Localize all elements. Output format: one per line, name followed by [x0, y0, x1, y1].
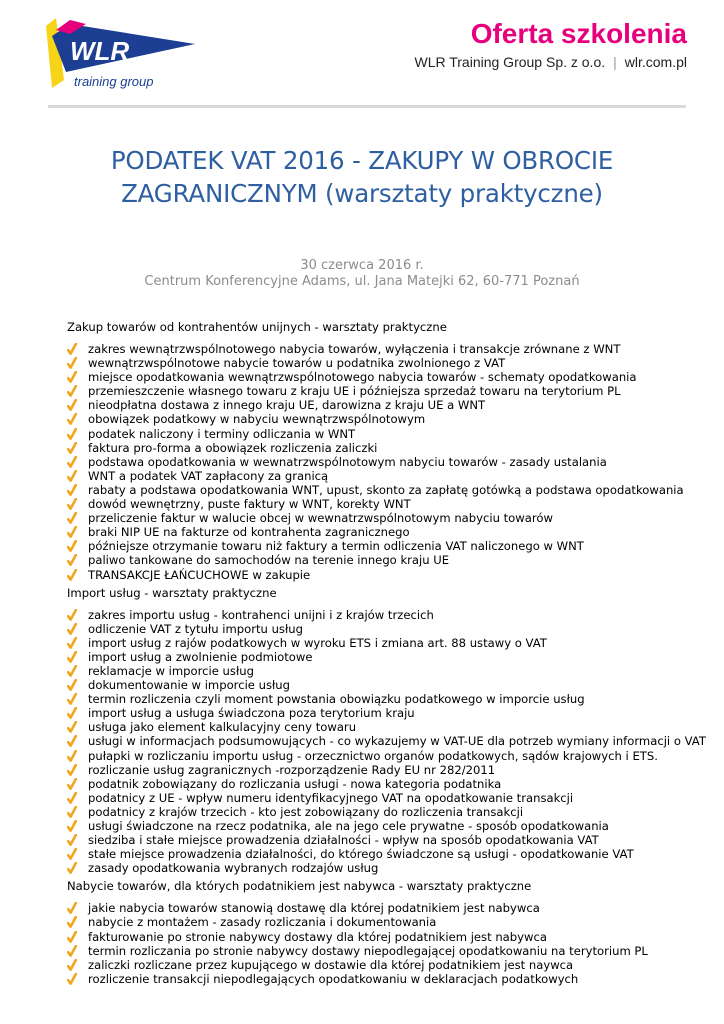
list-item-text: pułapki w rozliczaniu importu usług - orzecznictwo organów podatkowych, sądów krajowych i ETS. [88, 748, 658, 763]
list-item-text: zakres wewnątrzwspólnotowego nabycia towarów, wyłączenia i transakcje zrównane z WNT [88, 342, 621, 356]
list-item [67, 427, 697, 441]
list-item [67, 469, 697, 483]
list-item-text: obowiązek podatkowy w nabyciu wewnątrzwspólnotowym [88, 412, 426, 427]
list-item [67, 412, 697, 426]
list-item-text: braki NIP UE na fakturze od kontrahenta zagranicznego [88, 525, 410, 540]
checkmark-icon [67, 554, 77, 566]
list-item-text: usługa jako element kalkulacyjny ceny towaru [88, 720, 357, 735]
header-separator: | [613, 54, 617, 70]
list-item-text: WNT a podatek VAT zapłacony za granicą [88, 468, 329, 483]
list-item-text: przemieszczenie własnego towaru z kraju UE i późniejsza sprzedaż towaru na terytorium PL [88, 384, 621, 399]
list-item-text: późniejsze otrzymanie towaru niż faktury a termin odliczenia VAT naliczonego w WNT [88, 539, 584, 554]
checkmark-icon [67, 707, 77, 719]
list-item [67, 901, 697, 915]
checkmark-icon [67, 902, 77, 914]
checkmark-icon [67, 945, 77, 957]
list-item [67, 622, 697, 636]
checkmark-icon [67, 750, 77, 762]
checkmark-icon [67, 637, 77, 649]
checkmark-icon [67, 540, 77, 552]
training-title-line-1: PODATEK VAT 2016 - ZAKUPY W OBROCIE [110, 146, 614, 175]
list-item [67, 692, 697, 706]
list-item-text: zaliczki rozliczane przez kupującego w dostawie dla której podatnikiem jest naywca [88, 957, 574, 972]
list-item [67, 398, 697, 412]
list-item [67, 342, 697, 356]
list-item [67, 483, 697, 497]
list-item-text: termin rozliczania po stronie nabywcy dostawy niepodlegającej opodatkowaniu na terytorium PL [88, 943, 648, 958]
list-item [67, 833, 697, 847]
checkmark-icon [67, 973, 77, 985]
list-item [67, 525, 697, 539]
list-item-text: jakie nabycia towarów stanowią dostawę dla której podatnikiem jest nabywca [88, 901, 540, 916]
list-item [67, 958, 697, 972]
checkmark-icon [67, 428, 77, 440]
company-line [414, 54, 687, 70]
checkmark-icon [67, 498, 77, 510]
list-item-text: odliczenie VAT z tytułu importu usług [88, 621, 303, 636]
list-item [67, 777, 697, 791]
list-item [67, 763, 697, 777]
list-item [67, 568, 697, 582]
company-name: WLR Training Group Sp. z o.o. [414, 54, 606, 70]
list-item-text: zakres importu usług - kontrahenci unijni i z krajów trzecich [88, 607, 434, 622]
header-divider [48, 105, 686, 108]
checkmark-icon [67, 484, 77, 496]
list-item-text: podatnik zobowiązany do rozliczania usługi - nowa kategoria podatnika [88, 776, 502, 791]
checkmark-icon [67, 609, 77, 621]
list-item [67, 441, 697, 455]
list-item [67, 356, 697, 370]
list-item-text: wewnątrzwspólnotowe nabycie towarów u podatnika zwolnionego z VAT [88, 356, 506, 371]
topic-list [67, 607, 706, 876]
list-item-text: stałe miejsce prowadzenia działalności, do którego świadczone są usługi - opodatkowanie VAT [88, 847, 634, 862]
list-item [67, 553, 697, 567]
list-item-text: nieodpłatna dostawa z innego kraju UE, darowizna z kraju UE a WNT [88, 398, 486, 413]
training-title [0, 144, 724, 210]
list-item-text: dokumentowanie w imporcie usług [88, 678, 290, 693]
topic-list [67, 901, 697, 986]
list-item [67, 650, 697, 664]
list-item [67, 805, 697, 819]
list-item [67, 847, 697, 861]
section-heading: Nabycie towarów, dla których podatnikiem jest nabywca - warsztaty praktyczne [67, 879, 532, 894]
list-item [67, 636, 697, 650]
checkmark-icon [67, 792, 77, 804]
checkmark-icon [67, 721, 77, 733]
list-item-text: miejsce opodatkowania wewnątrzwspólnotowego nabycia towarów - schematy opodatkowania [88, 370, 637, 385]
list-item [67, 511, 697, 525]
checkmark-icon [67, 834, 77, 846]
topic-list [67, 342, 697, 582]
checkmark-icon [67, 848, 77, 860]
list-item-text: faktura pro-forma a obowiązek rozliczenia zaliczki [88, 440, 378, 455]
checkmark-icon [67, 931, 77, 943]
list-item-text: podstawa opodatkowania w wewnatrzwspólnotowym nabyciu towarów - zasady ustalania [88, 454, 607, 469]
list-item [67, 720, 697, 734]
checkmark-icon [67, 679, 77, 691]
checkmark-icon [67, 778, 77, 790]
checkmark-icon [67, 399, 77, 411]
list-item [67, 678, 697, 692]
checkmark-icon [67, 862, 77, 874]
checkmark-icon [67, 916, 77, 928]
program-content [67, 320, 706, 986]
list-item [67, 608, 697, 622]
list-item-text: przeliczenie faktur w walucie obcej w wewnatrzwspólnotowym nabyciu towarów [88, 511, 553, 526]
list-item [67, 930, 697, 944]
checkmark-icon [67, 959, 77, 971]
checkmark-icon [67, 526, 77, 538]
list-item-text: siedziba i stałe miejsce prowadzenia działalności - wpływ na sposób opodatkowania VAT [88, 833, 599, 848]
checkmark-icon [67, 470, 77, 482]
list-item-text: paliwo tankowane do samochodów na terenie innego kraju UE [88, 553, 450, 568]
list-item [67, 370, 697, 384]
list-item-text: podatnicy z krajów trzecich - kto jest zobowiązany do rozliczenia transakcji [88, 804, 524, 819]
list-item [67, 972, 697, 986]
wlr-logo [40, 14, 200, 92]
list-item [67, 497, 697, 511]
checkmark-icon [67, 735, 77, 747]
list-item-text: fakturowanie po stronie nabywcy dostawy dla której podatnikiem jest nabywca [88, 929, 547, 944]
list-item [67, 706, 697, 720]
list-item [67, 749, 697, 763]
list-item [67, 915, 697, 929]
training-date: 30 czerwca 2016 r. [300, 258, 424, 273]
checkmark-icon [67, 764, 77, 776]
checkmark-icon [67, 665, 77, 677]
list-item-text: import usług a zwolnienie podmiotowe [88, 649, 313, 664]
checkmark-icon [67, 371, 77, 383]
list-item [67, 734, 706, 749]
training-venue: Centrum Konferencyjne Adams, ul. Jana Matejki 62, 60-771 Poznań [144, 274, 580, 289]
list-item [67, 819, 697, 833]
list-item-text: usługi w informacjach podsumowujących - co wykazujemy w VAT-UE dla potrzeb wymiany informacji o VAT [88, 734, 706, 749]
logo-text: WLR [70, 36, 130, 66]
list-item [67, 791, 697, 805]
checkmark-icon [67, 512, 77, 524]
section-heading: Import usług - warsztaty praktyczne [67, 585, 277, 600]
list-item-text: podatnicy z UE - wpływ numeru identyfikacyjnego VAT na opodatkowanie transakcji [88, 790, 574, 805]
checkmark-icon [67, 442, 77, 454]
checkmark-icon [67, 456, 77, 468]
list-item-text: podatek naliczony i terminy odliczania w WNT [88, 426, 356, 441]
checkmark-icon [67, 569, 77, 581]
checkmark-icon [67, 693, 77, 705]
list-item [67, 384, 697, 398]
training-title-line-2: ZAGRANICZNYM (warsztaty praktyczne) [121, 179, 603, 208]
list-item-text: nabycie z montażem - zasady rozliczania i dokumentowania [88, 915, 437, 930]
checkmark-icon [67, 623, 77, 635]
list-item-text: termin rozliczenia czyli moment powstania obowiązku podatkowego w imporcie usług [88, 692, 585, 707]
list-item-text: rozliczenie transakcji niepodlegających opodatkowaniu w deklaracjach podatkowych [88, 971, 579, 986]
checkmark-icon [67, 357, 77, 369]
list-item-text: rozliczanie usług zagranicznych -rozporządzenie Rady EU nr 282/2011 [88, 762, 496, 777]
list-item [67, 664, 697, 678]
checkmark-icon [67, 343, 77, 355]
checkmark-icon [67, 385, 77, 397]
list-item-text: reklamacje w imporcie usług [88, 663, 254, 678]
logo-subtext: training group [74, 74, 154, 89]
list-item-text: zasady opodatkowania wybranych rodzajów usług [88, 861, 379, 876]
list-item-text: dowód wewnętrzny, puste faktury w WNT, korekty WNT [88, 497, 411, 512]
list-item [67, 455, 697, 469]
checkmark-icon [67, 806, 77, 818]
list-item-text: import usług z rajów podatkowych w wyroku ETS i zmiana art. 88 ustawy o VAT [88, 635, 547, 650]
section-heading: Zakup towarów od kontrahentów unijnych - warsztaty praktyczne [67, 320, 447, 334]
website-link[interactable]: wlr.com.pl [624, 54, 687, 70]
offer-title: Oferta szkolenia [470, 18, 687, 49]
checkmark-icon [67, 820, 77, 832]
list-item-text: TRANSAKCJE ŁAŃCUCHOWE w zakupie [88, 567, 311, 582]
list-item [67, 861, 697, 875]
checkmark-icon [67, 413, 77, 425]
checkmark-icon [67, 651, 77, 663]
list-item-text: usługi świadczone na rzecz podatnika, ale na jego cele prywatne - sposób opodatkowania [88, 819, 609, 833]
list-item-text: rabaty a podstawa opodatkowania WNT, upust, skonto za zapłatę gotówką a podstawa opodatkowania [88, 482, 684, 497]
list-item [67, 944, 697, 958]
list-item [67, 539, 697, 553]
list-item-text: import usług a usługa świadczona poza terytorium kraju [88, 706, 415, 721]
